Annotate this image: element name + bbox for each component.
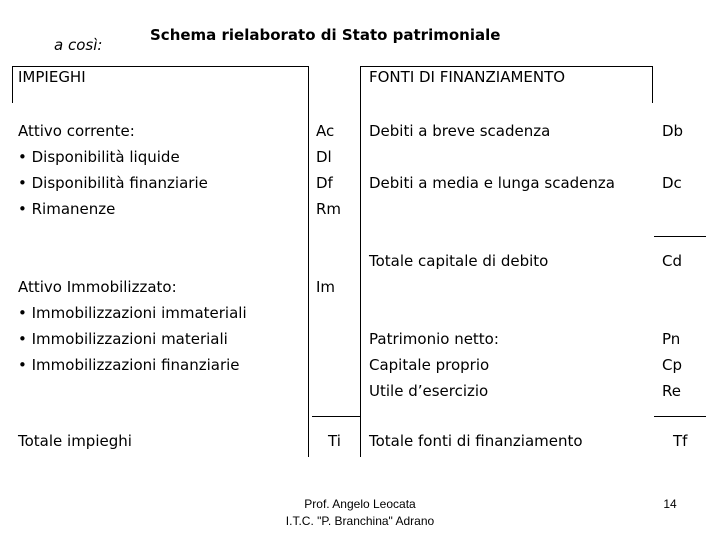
totale-debito-label: Totale capitale di debito [369, 252, 549, 270]
code-ti: Ti [328, 432, 341, 450]
attivo-immobilizzato-item: • Immobilizzazioni finanziarie [18, 356, 240, 374]
code-db: Db [662, 122, 684, 140]
impieghi-header: IMPIEGHI [18, 68, 86, 86]
debiti-breve-label: Debiti a breve scadenza [369, 122, 551, 140]
total-code-rule [312, 416, 361, 417]
attivo-immobilizzato-title: Attivo Immobilizzato: [18, 278, 177, 296]
code-tf: Tf [673, 432, 688, 450]
code-pn: Pn [662, 330, 681, 348]
footer-author: Prof. Angelo Leocata [304, 497, 416, 511]
patrimonio-line: Patrimonio netto: [369, 330, 499, 348]
code-ac: Ac [316, 122, 335, 140]
code-cp: Cp [662, 356, 682, 374]
code-df: Df [316, 174, 333, 192]
code-dl: Dl [316, 148, 332, 166]
totale-fonti-label: Totale fonti di finanziamento [369, 432, 583, 450]
attivo-corrente-title: Attivo corrente: [18, 122, 135, 140]
page-number: 14 [663, 497, 677, 511]
debiti-lungo-label: Debiti a media e lunga scadenza [369, 174, 615, 192]
center-divider [360, 66, 361, 457]
totale-impieghi-label: Totale impieghi [18, 432, 132, 450]
attivo-corrente-item: • Rimanenze [18, 200, 116, 218]
code-dc: Dc [662, 174, 682, 192]
attivo-immobilizzato-item: • Immobilizzazioni materiali [18, 330, 228, 348]
fonti-total-rule [654, 416, 706, 417]
fonti-right-rule [652, 66, 653, 103]
debt-total-rule [654, 236, 706, 237]
page-title: Schema rielaborato di Stato patrimoniale [150, 26, 501, 44]
attivo-corrente-item: • Disponibilità finanziarie [18, 174, 208, 192]
intro-text: a così: [54, 36, 103, 54]
attivo-immobilizzato-item: • Immobilizzazioni immateriali [18, 304, 247, 322]
patrimonio-line: Utile d’esercizio [369, 382, 489, 400]
patrimonio-line: Capitale proprio [369, 356, 490, 374]
code-re: Re [662, 382, 681, 400]
fonti-header: FONTI DI FINANZIAMENTO [369, 68, 566, 86]
impieghi-left-rule [12, 66, 13, 103]
footer-school: I.T.C. "P. Branchina" Adrano [285, 514, 435, 528]
code-im: Im [316, 278, 336, 296]
code-cd: Cd [662, 252, 682, 270]
left-divider [308, 66, 309, 457]
code-rm: Rm [316, 200, 342, 218]
attivo-corrente-item: • Disponibilità liquide [18, 148, 180, 166]
footer-credit [250, 496, 470, 530]
